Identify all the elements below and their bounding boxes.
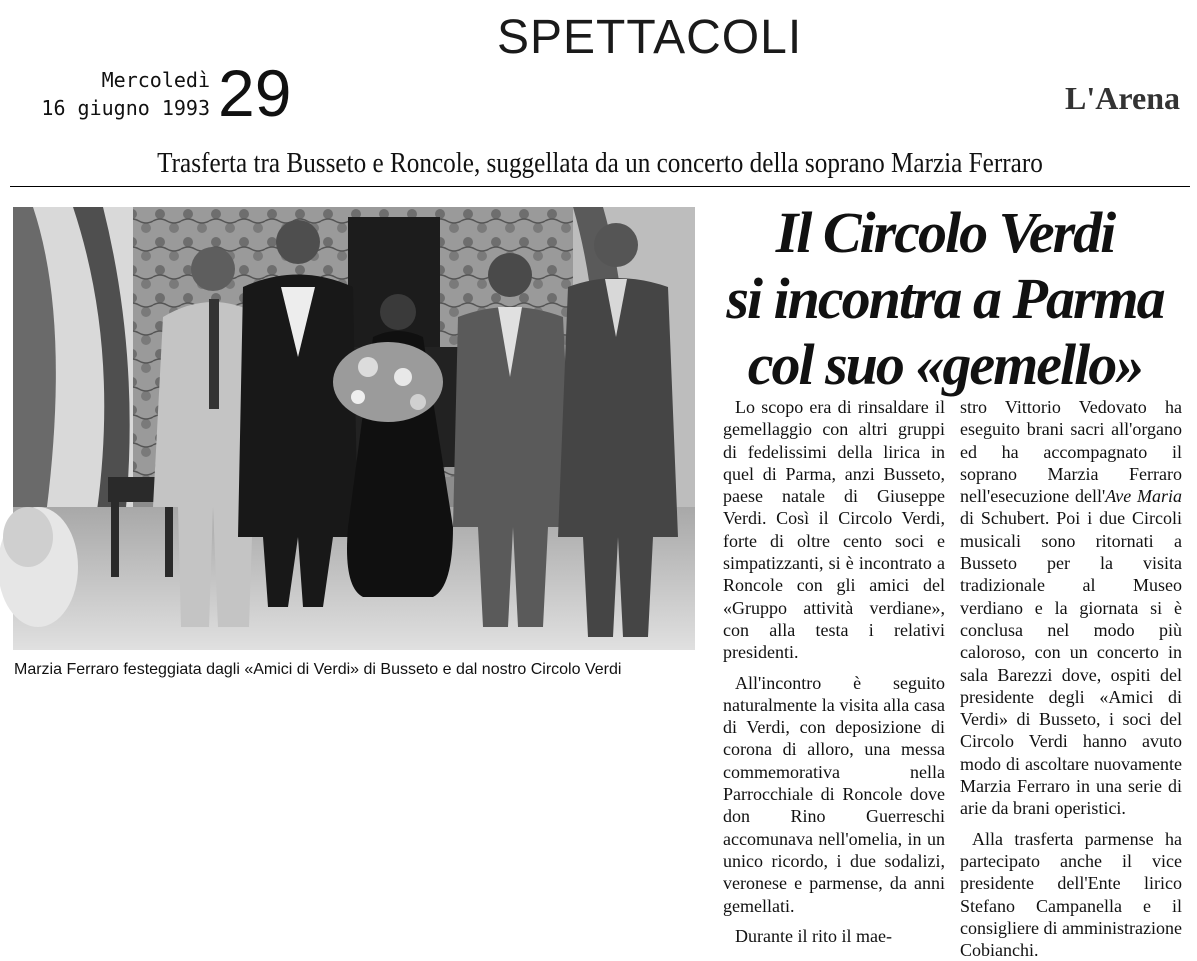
photo-caption: Marzia Ferraro festeggiata dagli «Amici di Verdi» di Busseto e dal nostro Circolo Verdi: [14, 661, 622, 678]
section-title: SPETTACOLI: [497, 11, 803, 64]
column2-paragraph-2: Alla trasferta parmense ha partecipato anche il vice presidente dell'Ente lirico Stefano Campanella e il consigliere di amministrazione Cobianchi.: [960, 828, 1182, 961]
headline-line-2: si incontra a Parma: [726, 266, 1164, 331]
headline-line-1: Il Circolo Verdi: [775, 200, 1115, 265]
column1-paragraph-3: Durante il rito il mae-: [735, 925, 892, 946]
headline-line-3: col suo «gemello»: [747, 332, 1143, 397]
header-rule: [10, 186, 1190, 187]
issue-weekday: Mercoledì: [101, 68, 210, 92]
article-column-2: [960, 396, 1182, 961]
column2-text-a: stro Vittorio Vedovato ha eseguito brani sacri all'organo ed ha accompagnato il soprano Marzia Ferraro nell'esecuzione dell': [960, 397, 1182, 507]
group-photo: [13, 207, 695, 650]
article-column-1: [723, 396, 945, 946]
column1-paragraph-2: All'incontro è seguito naturalmente la visita alla casa di Verdi, con deposizione di corona di alloro, una messa commemorativa nella Parrocchiale di Roncole dove don Rino Guerreschi accomunava nell'omelia, in un unico ricordo, i due sodalizi, veronese e parmense, da anni gemellati.: [723, 672, 945, 916]
article-headline: [705, 200, 1185, 398]
issue-date: 16 giugno 1993: [41, 96, 210, 120]
newspaper-name: L'Arena: [1065, 80, 1180, 116]
page-number: 29: [218, 56, 292, 130]
column1-paragraph-1: Lo scopo era di rinsaldare il gemellaggio con altri gruppi di fedelissimi della lirica in quel di Parma, anzi Busseto, paese natale di Giuseppe Verdi. Così il Circolo Verdi, forte di oltre cento soci e simpatizzanti, si è incontrato a Roncole con gli amici del «Gruppo attività verdiane», con alla testa i relativi presidenti.: [723, 397, 945, 663]
column2-paragraph-1: [960, 396, 1182, 820]
column2-text-b: di Schubert. Poi i due Circoli musicali sono ritornati a Busseto per la visita tradizionale al Museo verdiano e la giornata si è conclusa nel modo più caloroso, con un concerto in sala Barezzi dove, ospiti del presidente degli «Amici di Verdi» di Busseto, i soci del Circolo Verdi hanno avuto modo di ascoltare nuovamente Marzia Ferraro in una serie di arie da brani operistici.: [960, 508, 1182, 819]
column2-italic-title: Ave Maria: [1105, 486, 1182, 507]
article-kicker: Trasferta tra Busseto e Roncole, suggellata da un concerto della soprano Marzia Ferraro: [157, 148, 1043, 179]
